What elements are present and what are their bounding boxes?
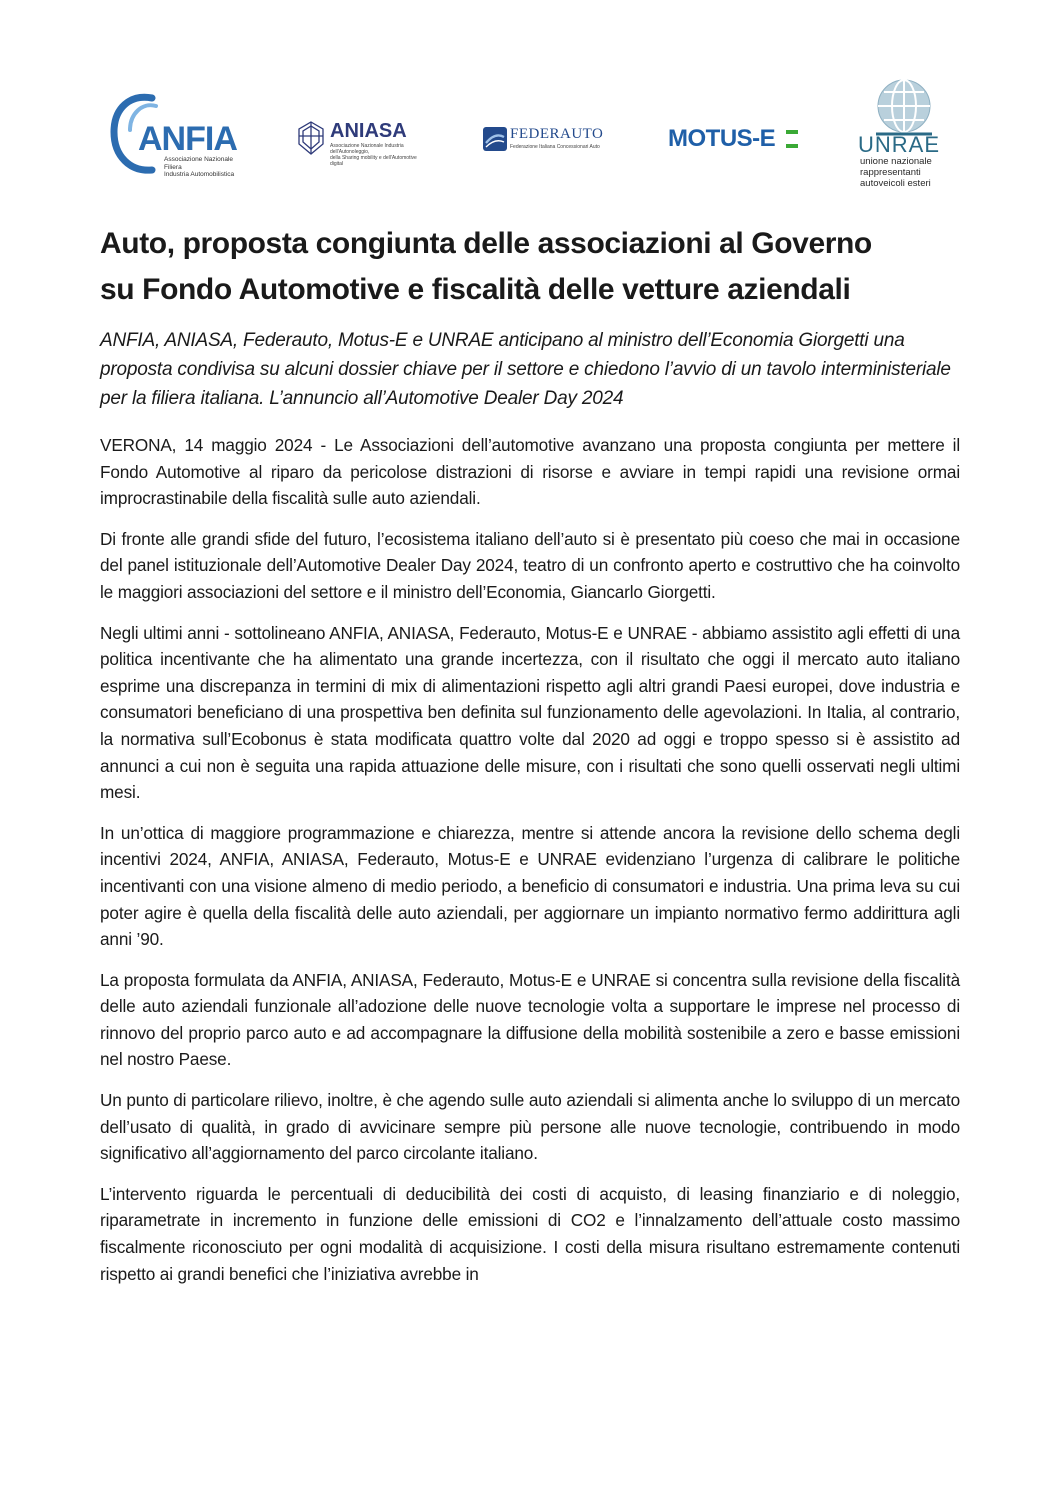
motus-e-logo: [668, 125, 802, 155]
body-paragraph: Di fronte alle grandi sfide del futuro, l’ecosistema italiano dell’auto si è presentato più coeso che mai in occasione del panel istituzionale dell’Automotive Dealer Day 2024, teatro di un confronto aperto e costruttivo che ha coinvolto le maggiori associazioni del settore e il ministro dell’Economia, Giancarlo Giorgetti.: [100, 528, 960, 602]
unrae-tagline-line: unione nazionale: [860, 156, 932, 167]
aniasa-logo: [296, 120, 432, 167]
federauto-tagline: Federazione Italiana Concessionari Auto: [510, 144, 600, 150]
unrae-wordmark: UNRAE: [858, 132, 941, 157]
federauto-logo: [482, 124, 616, 156]
unrae-logo: [854, 78, 964, 193]
anfia-tagline-line: Industria Automobilistica: [164, 171, 235, 178]
unrae-tagline-line: rappresentanti: [860, 167, 921, 178]
body-paragraph: Un punto di particolare rilievo, inoltre, è che agendo sulle auto aziendali si alimenta anche lo sviluppo di un mercato dell’usato di qualità, in grado di avvicinare sempre più persone alle nuove tecnologie, contribuendo in modo significativo all’aggiornamento del parco circolante italiano.: [100, 1090, 960, 1164]
aniasa-tagline: [330, 143, 430, 167]
anfia-wordmark: ANFIA: [138, 120, 237, 158]
motus-e-green-mark-icon: [784, 128, 802, 150]
anfia-tagline-line: Associazione Nazionale: [164, 156, 234, 163]
unrae-tagline: [860, 156, 932, 189]
body-paragraph: La proposta formulata da ANFIA, ANIASA, Federauto, Motus-E e UNRAE si concentra sulla revisione della fiscalità delle auto aziendali funzionale all’adozione delle nuove tecnologie volta a supportare le imprese nel processo di rinnovo del proprio parco auto e ad accompagnare la diffusione della mobilità sostenibile a zero e basse emissioni nel nostro Paese.: [100, 969, 960, 1070]
title-line: Auto, proposta congiunta delle associazioni al Governo: [100, 227, 872, 260]
press-release-subtitle: ANFIA, ANIASA, Federauto, Motus-E e UNRAE anticipano al ministro dell’Economia Giorgetti una proposta condivisa su alcuni dossier chiave per il settore e chiedono l’avvio di un tavolo interministeriale per la filiera italiana. L’annuncio all’Automotive Dealer Day 2024: [100, 330, 951, 409]
anfia-tagline-line: Filiera: [164, 163, 182, 171]
unrae-tagline-line: autoveicoli esteri: [860, 178, 931, 189]
body-paragraph: Negli ultimi anni - sottolineano ANFIA, ANIASA, Federauto, Motus-E e UNRAE - abbiamo assistito agli effetti di una politica incentivante che ha alimentato una grande incertezza, con il risultato che oggi il mercato auto italiano esprime una discrepanza in termini di mix di alimentazioni rispetto agli altri grandi Paesi europei, dove industria e consumatori beneficiano di una prospettiva ben definita sul funzionamento delle agevolazioni. In Italia, al contrario, la normativa sull’Ecobonus è stata modificata quattro volte dal 2020 ad oggi e troppo spesso si è assistito ad annunci a cui non è seguita una rapida attuazione delle misure, con i risultati che sono quelli osservati negli ultimi mesi.: [100, 622, 960, 803]
title-line: su Fondo Automotive e fiscalità delle vetture aziendali: [100, 273, 851, 306]
body-paragraph: VERONA, 14 maggio 2024 - Le Associazioni dell’automotive avanzano una proposta congiunta per mettere il Fondo Automotive al riparo da pericolose distrazioni di risorse e avviare in tempi rapidi una revisione ormai improcrastinabile della fiscalità sulle auto aziendali.: [100, 435, 960, 509]
unrae-globe-icon: [874, 78, 934, 136]
press-release-title: [100, 221, 960, 313]
anfia-logo: [108, 92, 244, 184]
anfia-tagline: [164, 156, 254, 179]
body-paragraph: In un’ottica di maggiore programmazione e chiarezza, mentre si attende ancora la revisione dello schema degli incentivi 2024, ANFIA, ANIASA, Federauto, Motus-E e UNRAE evidenziano l’urgenza di calibrare le politiche incentivanti con una visione almeno di medio periodo, a beneficio di consumatori e industria. Una prima leva su cui poter agire è quella della fiscalità delle auto aziendali, per aggiornare un impianto normativo fermo addirittura agli anni ’90.: [100, 822, 960, 950]
motus-e-wordmark: MOTUS-E: [668, 125, 776, 152]
aniasa-wordmark: ANIASA: [330, 120, 407, 142]
federauto-emblem-icon: [482, 126, 508, 152]
federauto-wordmark: FEDERAUTO: [510, 126, 604, 142]
press-release-body: [100, 432, 960, 1301]
aniasa-tagline-line: Associazione Nazionale Industria dell'Autonoleggio,: [330, 143, 404, 155]
aniasa-emblem-icon: [296, 120, 326, 156]
logo-bar: [100, 78, 960, 193]
aniasa-tagline-line: della Sharing mobility e dell'Automotive digital: [330, 155, 417, 167]
body-paragraph: L’intervento riguarda le percentuali di deducibilità dei costi di acquisto, di leasing finanziario e di noleggio, riparametrate in incremento in funzione delle emissioni di CO2 e l’innalzamento dell’attuale costo massimo fiscalmente riconosciuto per ogni modalità di acquisizione. I costi della misura risultano estremamente contenuti rispetto ai grandi benefici che l’iniziativa avrebbe in: [100, 1183, 960, 1284]
